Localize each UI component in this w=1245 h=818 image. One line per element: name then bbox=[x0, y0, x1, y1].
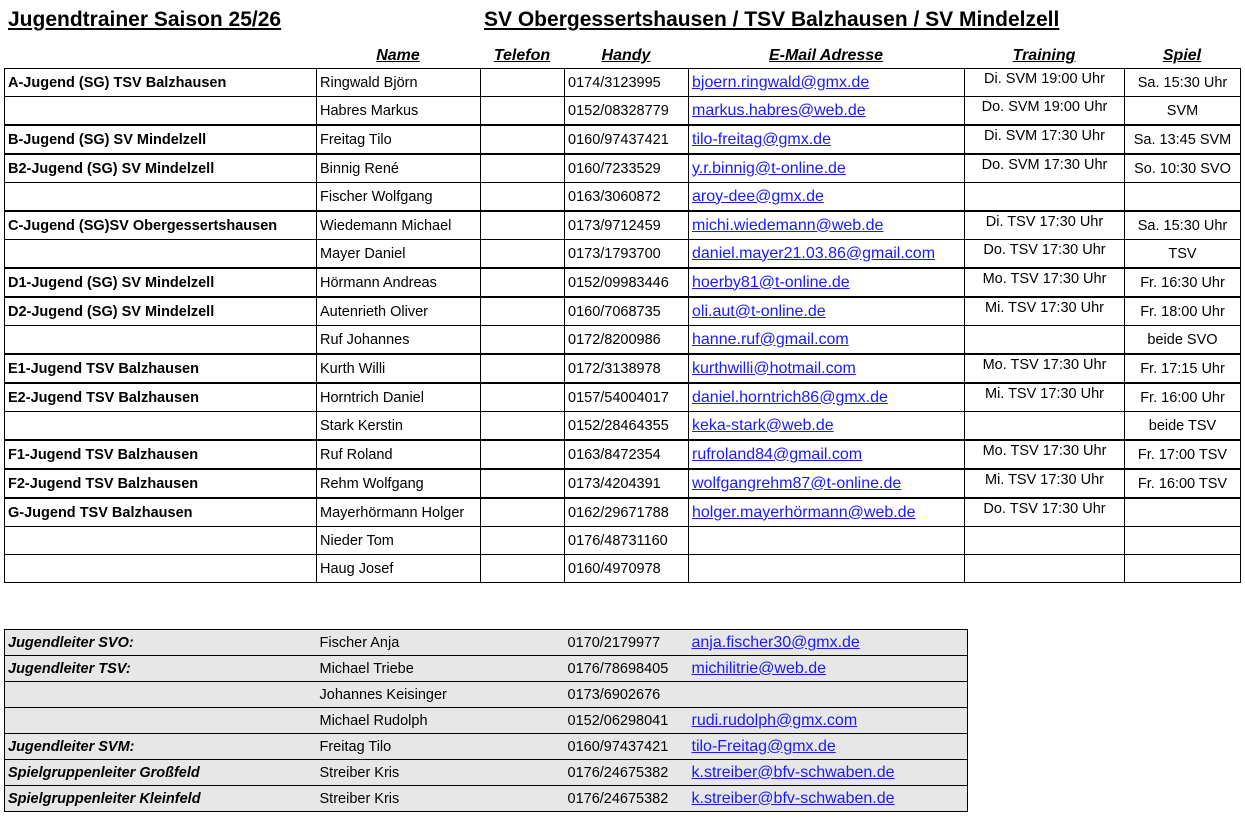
email-link[interactable]: wolfgangrehm87@t-online.de bbox=[692, 474, 902, 492]
email-cell bbox=[689, 154, 965, 183]
telefon-cell bbox=[481, 297, 565, 326]
email-link[interactable]: tilo-Freitag@gmx.de bbox=[691, 737, 836, 755]
email-cell bbox=[689, 354, 965, 383]
leader-row bbox=[5, 682, 968, 708]
leader-handy: 0152/06298041 bbox=[565, 708, 689, 734]
email-cell bbox=[689, 97, 965, 126]
leader-row bbox=[5, 708, 968, 734]
table-row bbox=[5, 527, 1241, 555]
table-row bbox=[5, 297, 1241, 326]
leader-handy: 0173/6902676 bbox=[565, 682, 689, 708]
telefon-cell bbox=[481, 125, 565, 154]
telefon-cell bbox=[481, 469, 565, 498]
leader-row bbox=[5, 656, 968, 682]
spiel-cell: Fr. 16:30 Uhr bbox=[1125, 268, 1241, 297]
telefon-cell bbox=[481, 555, 565, 583]
spiel-cell: Fr. 16:00 TSV bbox=[1125, 469, 1241, 498]
leader-handy: 0176/24675382 bbox=[565, 760, 689, 786]
telefon-cell bbox=[481, 69, 565, 97]
spiel-cell: beide SVO bbox=[1125, 326, 1241, 355]
email-link[interactable]: hoerby81@t-online.de bbox=[692, 273, 850, 291]
spiel-cell: SVM bbox=[1125, 97, 1241, 126]
email-cell bbox=[689, 125, 965, 154]
column-header-telefon: Telefon bbox=[493, 47, 551, 64]
leader-email-cell bbox=[689, 786, 968, 812]
trainer-name-cell: Kurth Willi bbox=[317, 354, 481, 383]
handy-cell: 0172/3138978 bbox=[565, 354, 689, 383]
spiel-cell: beide TSV bbox=[1125, 412, 1241, 441]
email-link[interactable]: rudi.rudolph@gmx.com bbox=[691, 711, 858, 729]
telefon-cell bbox=[481, 326, 565, 355]
table-row bbox=[5, 268, 1241, 297]
team-cell bbox=[5, 412, 317, 441]
email-link[interactable]: michi.wiedemann@web.de bbox=[692, 216, 884, 234]
training-cell: Mi. TSV 17:30 Uhr bbox=[965, 383, 1125, 412]
email-cell bbox=[689, 240, 965, 269]
table-row bbox=[5, 97, 1241, 126]
telefon-cell bbox=[481, 383, 565, 412]
trainer-name-cell: Wiedemann Michael bbox=[317, 211, 481, 240]
spiel-cell bbox=[1125, 555, 1241, 583]
training-cell: Mi. TSV 17:30 Uhr bbox=[965, 469, 1125, 498]
team-cell: B-Jugend (SG) SV Mindelzell bbox=[5, 125, 317, 154]
training-cell bbox=[965, 555, 1125, 583]
email-cell bbox=[689, 383, 965, 412]
email-link[interactable]: holger.mayerhörmann@web.de bbox=[692, 503, 916, 521]
spiel-cell: Fr. 16:00 Uhr bbox=[1125, 383, 1241, 412]
table-row bbox=[5, 125, 1241, 154]
telefon-cell bbox=[481, 354, 565, 383]
email-link[interactable]: anja.fischer30@gmx.de bbox=[691, 633, 860, 651]
handy-cell: 0173/4204391 bbox=[565, 469, 689, 498]
handy-cell: 0174/3123995 bbox=[565, 69, 689, 97]
trainer-name-cell: Rehm Wolfgang bbox=[317, 469, 481, 498]
column-header-name: Name bbox=[376, 47, 420, 64]
email-link[interactable]: y.r.binnig@t-online.de bbox=[692, 159, 846, 177]
training-cell bbox=[965, 527, 1125, 555]
team-cell: D2-Jugend (SG) SV Mindelzell bbox=[5, 297, 317, 326]
team-cell bbox=[5, 326, 317, 355]
leader-role bbox=[5, 708, 317, 734]
email-cell bbox=[689, 440, 965, 469]
training-cell: Mi. TSV 17:30 Uhr bbox=[965, 297, 1125, 326]
column-header-spiel: Spiel bbox=[1162, 47, 1202, 64]
training-cell: Do. SVM 17:30 Uhr bbox=[965, 154, 1125, 183]
trainer-name-cell: Autenrieth Oliver bbox=[317, 297, 481, 326]
youth-leaders-table bbox=[4, 629, 968, 812]
training-cell: Mo. TSV 17:30 Uhr bbox=[965, 440, 1125, 469]
handy-cell: 0160/97437421 bbox=[565, 125, 689, 154]
team-cell: C-Jugend (SG)SV Obergessertshausen bbox=[5, 211, 317, 240]
team-cell bbox=[5, 97, 317, 126]
telefon-cell bbox=[481, 527, 565, 555]
column-header-training: Training bbox=[1012, 47, 1076, 64]
leader-handy: 0160/97437421 bbox=[565, 734, 689, 760]
telefon-cell bbox=[481, 211, 565, 240]
table-row bbox=[5, 354, 1241, 383]
leader-role: Spielgruppenleiter Großfeld bbox=[5, 760, 317, 786]
spiel-cell: Fr. 17:00 TSV bbox=[1125, 440, 1241, 469]
spiel-cell bbox=[1125, 527, 1241, 555]
trainer-name-cell: Binnig René bbox=[317, 154, 481, 183]
telefon-cell bbox=[481, 440, 565, 469]
spiel-cell bbox=[1125, 183, 1241, 212]
leader-handy: 0170/2179977 bbox=[565, 630, 689, 656]
telefon-cell bbox=[481, 268, 565, 297]
handy-cell: 0163/3060872 bbox=[565, 183, 689, 212]
spiel-cell: Sa. 15:30 Uhr bbox=[1125, 211, 1241, 240]
spiel-cell: Fr. 18:00 Uhr bbox=[1125, 297, 1241, 326]
trainer-name-cell: Mayerhörmann Holger bbox=[317, 498, 481, 527]
handy-cell: 0176/48731160 bbox=[565, 527, 689, 555]
email-link[interactable]: michilitrie@web.de bbox=[691, 659, 827, 677]
training-cell bbox=[965, 183, 1125, 212]
table-row bbox=[5, 69, 1241, 97]
team-cell: E1-Jugend TSV Balzhausen bbox=[5, 354, 317, 383]
training-cell: Do. TSV 17:30 Uhr bbox=[965, 498, 1125, 527]
handy-cell: 0157/54004017 bbox=[565, 383, 689, 412]
spiel-cell: Fr. 17:15 Uhr bbox=[1125, 354, 1241, 383]
email-cell bbox=[689, 297, 965, 326]
handy-cell: 0173/1793700 bbox=[565, 240, 689, 269]
training-cell: Do. TSV 17:30 Uhr bbox=[965, 240, 1125, 269]
leader-handy: 0176/78698405 bbox=[565, 656, 689, 682]
handy-cell: 0163/8472354 bbox=[565, 440, 689, 469]
table-row bbox=[5, 240, 1241, 269]
table-row bbox=[5, 469, 1241, 498]
table-row bbox=[5, 154, 1241, 183]
handy-cell: 0160/4970978 bbox=[565, 555, 689, 583]
team-cell: B2-Jugend (SG) SV Mindelzell bbox=[5, 154, 317, 183]
trainer-name-cell: Ringwald Björn bbox=[317, 69, 481, 97]
training-cell: Di. SVM 17:30 Uhr bbox=[965, 125, 1125, 154]
trainer-name-cell: Hörmann Andreas bbox=[317, 268, 481, 297]
leader-email-cell bbox=[689, 760, 968, 786]
leader-name: Streiber Kris bbox=[317, 760, 565, 786]
email-link[interactable]: markus.habres@web.de bbox=[692, 101, 866, 119]
email-link[interactable]: keka-stark@web.de bbox=[692, 416, 834, 434]
trainer-name-cell: Horntrich Daniel bbox=[317, 383, 481, 412]
trainer-name-cell: Ruf Roland bbox=[317, 440, 481, 469]
email-cell bbox=[689, 183, 965, 212]
team-cell bbox=[5, 183, 317, 212]
table-row bbox=[5, 440, 1241, 469]
leader-row bbox=[5, 786, 968, 812]
handy-cell: 0162/29671788 bbox=[565, 498, 689, 527]
spiel-cell: So. 10:30 SVO bbox=[1125, 154, 1241, 183]
email-link[interactable]: daniel.horntrich86@gmx.de bbox=[692, 388, 888, 406]
leader-row bbox=[5, 760, 968, 786]
email-cell bbox=[689, 469, 965, 498]
trainer-name-cell: Habres Markus bbox=[317, 97, 481, 126]
email-link[interactable]: k.streiber@bfv-schwaben.de bbox=[691, 789, 895, 807]
email-cell bbox=[689, 69, 965, 97]
leader-email-cell bbox=[689, 656, 968, 682]
clubs-title: SV Obergessertshausen / TSV Balzhausen / SV Mindelzell bbox=[484, 8, 1060, 31]
training-cell: Mo. TSV 17:30 Uhr bbox=[965, 354, 1125, 383]
table-row bbox=[5, 383, 1241, 412]
training-cell bbox=[965, 326, 1125, 355]
email-cell bbox=[689, 326, 965, 355]
team-cell: G-Jugend TSV Balzhausen bbox=[5, 498, 317, 527]
leader-role: Jugendleiter TSV: bbox=[5, 656, 317, 682]
trainer-table bbox=[4, 68, 1241, 583]
team-cell bbox=[5, 240, 317, 269]
leader-role bbox=[5, 682, 317, 708]
leader-email-cell bbox=[689, 630, 968, 656]
leader-role: Jugendleiter SVM: bbox=[5, 734, 317, 760]
training-cell: Di. TSV 17:30 Uhr bbox=[965, 211, 1125, 240]
spiel-cell bbox=[1125, 498, 1241, 527]
leader-email-cell bbox=[689, 708, 968, 734]
team-cell: E2-Jugend TSV Balzhausen bbox=[5, 383, 317, 412]
leader-row bbox=[5, 630, 968, 656]
telefon-cell bbox=[481, 240, 565, 269]
trainer-name-cell: Ruf Johannes bbox=[317, 326, 481, 355]
trainer-name-cell: Mayer Daniel bbox=[317, 240, 481, 269]
training-cell: Mo. TSV 17:30 Uhr bbox=[965, 268, 1125, 297]
team-cell bbox=[5, 527, 317, 555]
leader-role: Jugendleiter SVO: bbox=[5, 630, 317, 656]
table-row bbox=[5, 326, 1241, 355]
telefon-cell bbox=[481, 498, 565, 527]
email-link[interactable]: hanne.ruf@gmail.com bbox=[692, 330, 849, 348]
handy-cell: 0160/7233529 bbox=[565, 154, 689, 183]
leader-name: Johannes Keisinger bbox=[317, 682, 565, 708]
leader-name: Freitag Tilo bbox=[317, 734, 565, 760]
team-cell: A-Jugend (SG) TSV Balzhausen bbox=[5, 69, 317, 97]
handy-cell: 0152/08328779 bbox=[565, 97, 689, 126]
email-link[interactable]: rufroland84@gmail.com bbox=[692, 445, 863, 463]
email-cell bbox=[689, 412, 965, 441]
column-header-handy: Handy bbox=[601, 47, 651, 64]
trainer-name-cell: Fischer Wolfgang bbox=[317, 183, 481, 212]
handy-cell: 0160/7068735 bbox=[565, 297, 689, 326]
email-cell bbox=[689, 555, 965, 583]
email-cell bbox=[689, 527, 965, 555]
handy-cell: 0173/9712459 bbox=[565, 211, 689, 240]
leader-role: Spielgruppenleiter Kleinfeld bbox=[5, 786, 317, 812]
leader-name: Michael Triebe bbox=[317, 656, 565, 682]
training-cell bbox=[965, 412, 1125, 441]
table-row bbox=[5, 211, 1241, 240]
telefon-cell bbox=[481, 154, 565, 183]
training-cell: Do. SVM 19:00 Uhr bbox=[965, 97, 1125, 126]
email-link[interactable]: k.streiber@bfv-schwaben.de bbox=[691, 763, 895, 781]
team-cell: F1-Jugend TSV Balzhausen bbox=[5, 440, 317, 469]
table-row bbox=[5, 555, 1241, 583]
team-cell: D1-Jugend (SG) SV Mindelzell bbox=[5, 268, 317, 297]
column-header-email: E-Mail Adresse bbox=[768, 47, 884, 64]
handy-cell: 0152/09983446 bbox=[565, 268, 689, 297]
table-row bbox=[5, 412, 1241, 441]
telefon-cell bbox=[481, 183, 565, 212]
email-link[interactable]: kurthwilli@hotmail.com bbox=[692, 359, 856, 377]
leader-row bbox=[5, 734, 968, 760]
team-cell: F2-Jugend TSV Balzhausen bbox=[5, 469, 317, 498]
training-cell: Di. SVM 19:00 Uhr bbox=[965, 69, 1125, 97]
telefon-cell bbox=[481, 97, 565, 126]
spiel-cell: Sa. 15:30 Uhr bbox=[1125, 69, 1241, 97]
leader-handy: 0176/24675382 bbox=[565, 786, 689, 812]
spiel-cell: Sa. 13:45 SVM bbox=[1125, 125, 1241, 154]
leader-email-cell bbox=[689, 682, 968, 708]
telefon-cell bbox=[481, 412, 565, 441]
spiel-cell: TSV bbox=[1125, 240, 1241, 269]
trainer-name-cell: Nieder Tom bbox=[317, 527, 481, 555]
email-link[interactable]: tilo-freitag@gmx.de bbox=[692, 130, 831, 148]
email-link[interactable]: bjoern.ringwald@gmx.de bbox=[692, 73, 870, 91]
table-row bbox=[5, 183, 1241, 212]
email-link[interactable]: oli.aut@t-online.de bbox=[692, 302, 826, 320]
team-cell bbox=[5, 555, 317, 583]
email-link[interactable]: aroy-dee@gmx.de bbox=[692, 187, 824, 205]
leader-name: Michael Rudolph bbox=[317, 708, 565, 734]
table-row bbox=[5, 498, 1241, 527]
email-cell bbox=[689, 211, 965, 240]
email-link[interactable]: daniel.mayer21.03.86@gmail.com bbox=[692, 244, 936, 262]
email-cell bbox=[689, 268, 965, 297]
leader-email-cell bbox=[689, 734, 968, 760]
page-title: Jugendtrainer Saison 25/26 bbox=[8, 8, 282, 31]
trainer-name-cell: Freitag Tilo bbox=[317, 125, 481, 154]
handy-cell: 0152/28464355 bbox=[565, 412, 689, 441]
leader-name: Streiber Kris bbox=[317, 786, 565, 812]
handy-cell: 0172/8200986 bbox=[565, 326, 689, 355]
email-cell bbox=[689, 498, 965, 527]
leader-name: Fischer Anja bbox=[317, 630, 565, 656]
trainer-name-cell: Stark Kerstin bbox=[317, 412, 481, 441]
trainer-name-cell: Haug Josef bbox=[317, 555, 481, 583]
